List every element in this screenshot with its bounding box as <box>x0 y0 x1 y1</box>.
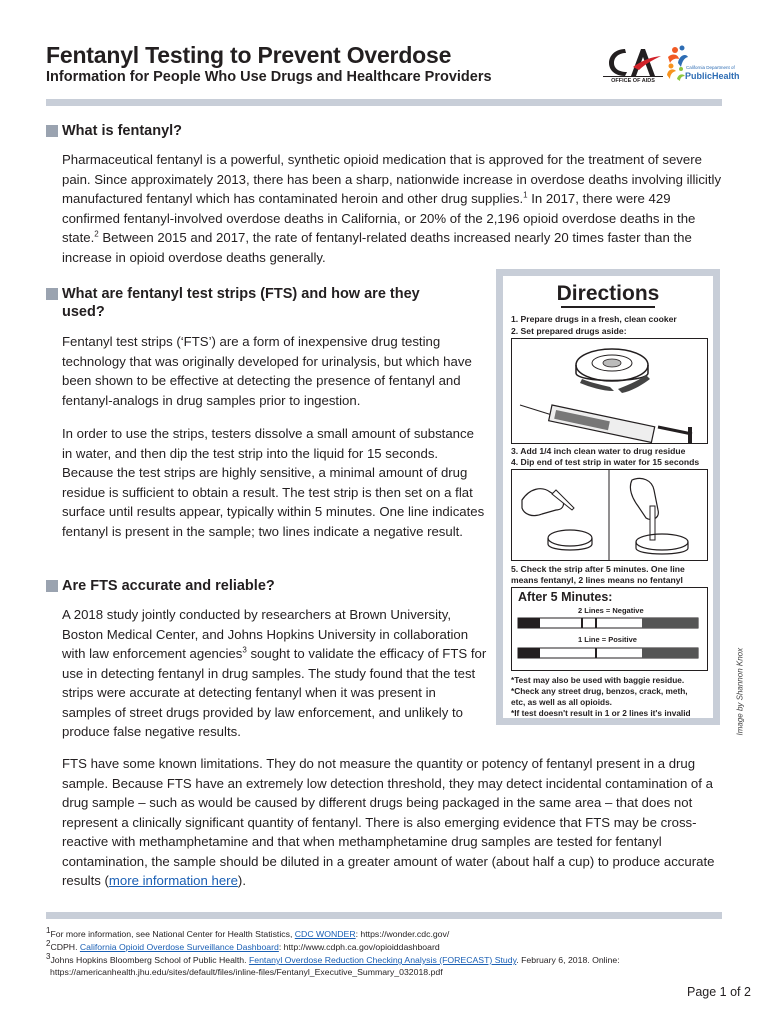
footnote-2: $^2$CDPH. California Opioid Overdose Surveillance Dashboard: http://www.cdph.ca.gov/opioiddashboard <box>46 939 440 952</box>
section-heading-fts: What are fentanyl test strips (FTS) and how are they used? <box>46 285 466 321</box>
page-title: Fentanyl Testing to Prevent Overdose <box>46 42 452 68</box>
step-5-line-1: 5. Check the strip after 5 minutes. One line <box>511 564 685 574</box>
page-subtitle: Information for People Who Use Drugs and Healthcare Providers <box>46 69 492 85</box>
cdph-dept-text: California Department of <box>686 65 735 70</box>
heading-bullet <box>46 125 58 137</box>
one-line-label: 1 Line = Positive <box>578 635 637 644</box>
opioid-dashboard-link[interactable]: California Opioid Overdose Surveillance Dashboard <box>79 942 279 952</box>
header-divider <box>46 99 722 106</box>
forecast-study-link[interactable]: Fentanyl Overdose Reduction Checking Analysis (FORECAST) Study <box>248 955 517 965</box>
footnote-divider <box>46 912 722 919</box>
results-panel <box>511 587 708 671</box>
step-2: 2. Set prepared drugs aside: <box>511 326 627 336</box>
section-heading-accuracy: Are FTS accurate and reliable? <box>46 577 446 595</box>
cdph-public-health-text: PublicHealth <box>685 71 740 81</box>
note-baggie: *Test may also be used with baggie residue. <box>511 675 685 685</box>
cdph-logo <box>664 45 740 87</box>
paragraph-fts-intro: Fentanyl test strips (‘FTS’) are a form of inexpensive drug testing technology that was originally developed for urinalysis, but which have been shown to be effective at detecting the presence of fentanyl and fentanyl-analogs in drug samples prior to ingestion. <box>62 334 472 408</box>
heading-bullet <box>46 580 58 592</box>
step-1: 1. Prepare drugs in a fresh, clean cooker <box>511 314 677 324</box>
section-heading-what-is-fentanyl: What is fentanyl? <box>46 122 446 140</box>
office-of-aids-logo <box>603 45 663 87</box>
more-information-link[interactable]: more information here <box>108 873 238 888</box>
two-lines-label: 2 Lines = Negative <box>578 606 644 615</box>
note-invalid: *If test doesn't result in 1 or 2 lines it's invalid <box>511 708 691 718</box>
cdc-wonder-link[interactable]: CDC WONDER <box>294 929 356 939</box>
paragraph-accuracy-study: A 2018 study jointly conducted by researchers at Brown University, Boston Medical Center, and Johns Hopkins University in collaboration with law enforcement agencies$^3$ sought to validate the efficacy of FTS for use in detecting fentanyl in drug samples. The study found that the test strips were accurate at detecting fentanyl when it was present in samples of street drugs provided by law enforcement, and unlikely to produce false negative results. <box>62 607 487 739</box>
note-street-drugs: *Check any street drug, benzos, crack, meth, <box>511 686 688 696</box>
note-opioids: etc, as well as all opioids. <box>511 697 612 707</box>
footnote-3: $^3$Johns Hopkins Bloomberg School of Public Health. Fentanyl Overdose Reduction Checking Analysis (FORECAST) Study. February 6, 2018. Online: https://americanhealth.jhu.edu/sites/default/files/inline-files/Fentanyl_Executive_Summary_032018.pdf <box>46 952 620 978</box>
paragraph-fts-usage: In order to use the strips, testers dissolve a small amount of substance in water, and then dip the test strip into the liquid for 15 seconds. Because the test strips are highly sensitive, a minimal amount of drug residue is sufficient to obtain a result. The test strip is then set on a flat surface until results appear, typically within 5 minutes. One line indicates fentanyl is present in the sample; two lines indicate a negative result. <box>62 426 485 539</box>
step-5-line-2: means fentanyl, 2 lines means no fentanyl <box>511 575 683 585</box>
cooker-syringe-illustration <box>511 338 708 444</box>
page-number: Page 1 of 2 <box>687 985 751 999</box>
after-5-minutes-heading: After 5 Minutes: <box>518 590 613 604</box>
office-of-aids-text: OFFICE OF AIDS <box>603 76 663 84</box>
paragraph-what-is-fentanyl: Pharmaceutical fentanyl is a powerful, synthetic opioid medication that is approved for the treatment of severe pain. Since approximately 2013, there has been a sharp, nationwide increase in overdose deaths involving illicitly manufactured fentanyl which has contaminated heroin and other drug supplies.$^1$ In 2017, there were 429 confirmed fentanyl-involved overdose deaths in California, or 20% of the 2,196 opioid overdose deaths in the state.$^2$ Between 2015 and 2017, the rate of fentanyl-related deaths increased nearly 20 times faster than the increase in opioid overdose deaths generally. <box>62 152 722 265</box>
water-and-dip-illustration <box>511 469 708 561</box>
heading-bullet <box>46 288 58 300</box>
footnote-1: $^1$For more information, see National Center for Health Statistics, CDC WONDER: https://wonder.cdc.gov/ <box>46 926 450 939</box>
directions-title: Directions <box>556 282 660 305</box>
step-3: 3. Add 1/4 inch clean water to drug residue <box>511 446 686 456</box>
directions-figure <box>496 269 720 725</box>
paragraph-limitations: FTS have some known limitations. They do not measure the quantity or potency of fentanyl present in a drug sample. Because FTS have an extremely low detection threshold, they may detect incidental contamination of a drug sample – such as would be caused by different drugs being packaged in the same area – that does not represent a clinically significant quantity of fentanyl. There is also emerging evidence that FTS may be cross-reactive with methamphetamine and that when methamphetamine drug samples are tested for fentanyl contamination, the sample should be diluted in a greater amount of water (about half a cup) to produce accurate results (more information here). <box>62 756 715 888</box>
title-underline <box>561 306 655 308</box>
image-credit: Image by Shannon Knox <box>735 647 745 736</box>
step-4: 4. Dip end of test strip in water for 15 seconds <box>511 457 700 467</box>
